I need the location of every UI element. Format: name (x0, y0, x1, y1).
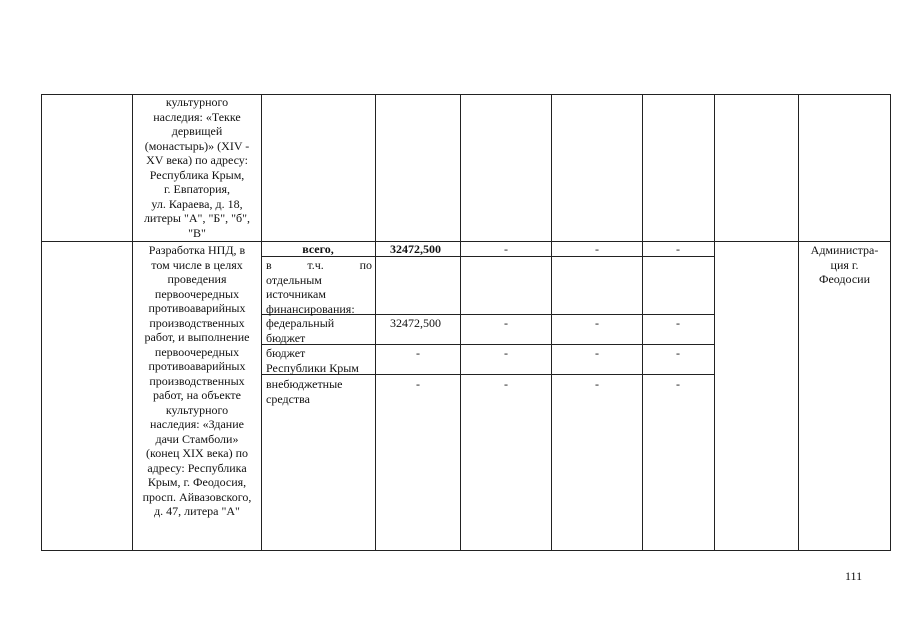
funding-year1-total: - (504, 242, 508, 256)
funding-year3-federal: - (676, 316, 680, 330)
funding-amount-federal: 32472,500 (390, 316, 441, 330)
funding-amount-total: 32472,500 (390, 242, 441, 256)
page-number: 111 (845, 569, 863, 583)
funding-source-extrabudgetary: внебюджетные средства (266, 377, 343, 406)
row1-description: культурного наследия: «Текке дервищей (монастырь)» (XIV - XV века) по адресу: Республика Крым, г. Евпатория, ул. Караева, д. 18, литеры "А", "Б", "б", "В" (143, 95, 251, 240)
row2-executor: Администра- ция г. Феодосии (810, 243, 879, 286)
column-divider (714, 94, 715, 551)
funding-year1-federal: - (504, 316, 508, 330)
table-border-bottom (41, 550, 891, 551)
column-divider (798, 94, 799, 551)
column-divider (551, 94, 552, 551)
column-divider (132, 94, 133, 551)
funding-year1-extrabudgetary: - (504, 377, 508, 391)
funding-amount-extrabudgetary: - (416, 377, 420, 391)
table-border-right (890, 94, 891, 551)
row-divider (41, 241, 891, 242)
column-divider (460, 94, 461, 551)
table-border-left (41, 94, 42, 551)
funding-year3-total: - (676, 242, 680, 256)
column-divider (261, 94, 262, 551)
row2-description: Разработка НПД, в том числе в целях проведения первоочередных противоаварийных производственных работ, и выполнение первоочередных противоаварийных производственных работ, на объекте культурного наследия: «Здание дачи Стамболи» (конец XIX века) по адресу: Республика Крым, г. Феодосия, просп. Айвазовского, д. 47, литера "А" (142, 243, 252, 518)
column-divider (375, 94, 376, 551)
funding-source-federal: федеральный бюджет (266, 316, 335, 345)
funding-amount-regional: - (416, 346, 420, 360)
funding-year3-regional: - (676, 346, 680, 360)
funding-year1-regional: - (504, 346, 508, 360)
funding-year2-extrabudgetary: - (595, 377, 599, 391)
funding-year3-extrabudgetary: - (676, 377, 680, 391)
funding-year2-regional: - (595, 346, 599, 360)
funding-source-breakdown-label: в т.ч. по отдельным источникам финансирования: (266, 258, 372, 316)
funding-year2-total: - (595, 242, 599, 256)
column-divider (642, 94, 643, 551)
funding-year2-federal: - (595, 316, 599, 330)
funding-source-regional: бюджет Республики Крым (266, 346, 359, 375)
funding-source-total: всего, (302, 242, 334, 256)
